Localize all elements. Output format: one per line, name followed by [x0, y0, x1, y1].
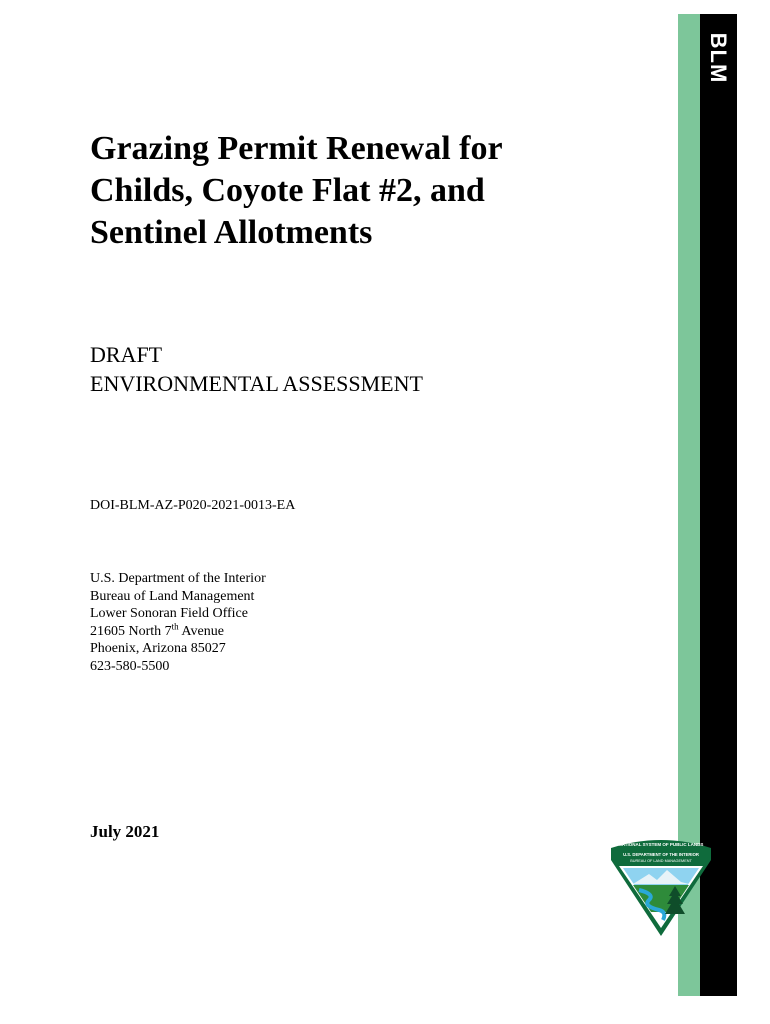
logo-text-mid: U.S. DEPARTMENT OF THE INTERIOR [623, 852, 699, 857]
title-line-1: Grazing Permit Renewal for [90, 130, 503, 167]
subtitle-line-2: ENVIRONMENTAL ASSESSMENT [90, 371, 423, 396]
address-line-4: 21605 North 7th Avenue [90, 620, 224, 639]
logo-text-bottom: BUREAU OF LAND MANAGEMENT [630, 859, 692, 863]
blm-side-label: BLM [706, 32, 731, 84]
address-line-1: U.S. Department of the Interior [90, 571, 266, 586]
blm-shield-logo-icon [609, 838, 713, 938]
subtitle-line-1: DRAFT [90, 342, 163, 367]
title-line-2: Childs, Coyote Flat #2, and [90, 172, 485, 209]
title-line-3: Sentinel Allotments [90, 214, 373, 251]
document-subtitle [90, 340, 423, 398]
document-title [90, 128, 630, 254]
document-number: DOI-BLM-AZ-P020-2021-0013-EA [90, 498, 296, 513]
address-line-5: Phoenix, Arizona 85027 [90, 641, 226, 656]
agency-address [90, 570, 266, 675]
publication-date: July 2021 [90, 822, 160, 841]
logo-text-top: NATIONAL SYSTEM OF PUBLIC LANDS [618, 842, 704, 847]
address-line-6: 623-580-5500 [90, 658, 170, 674]
address-line-2: Bureau of Land Management [90, 588, 255, 604]
address-line-3: Lower Sonoran Field Office [90, 606, 248, 621]
